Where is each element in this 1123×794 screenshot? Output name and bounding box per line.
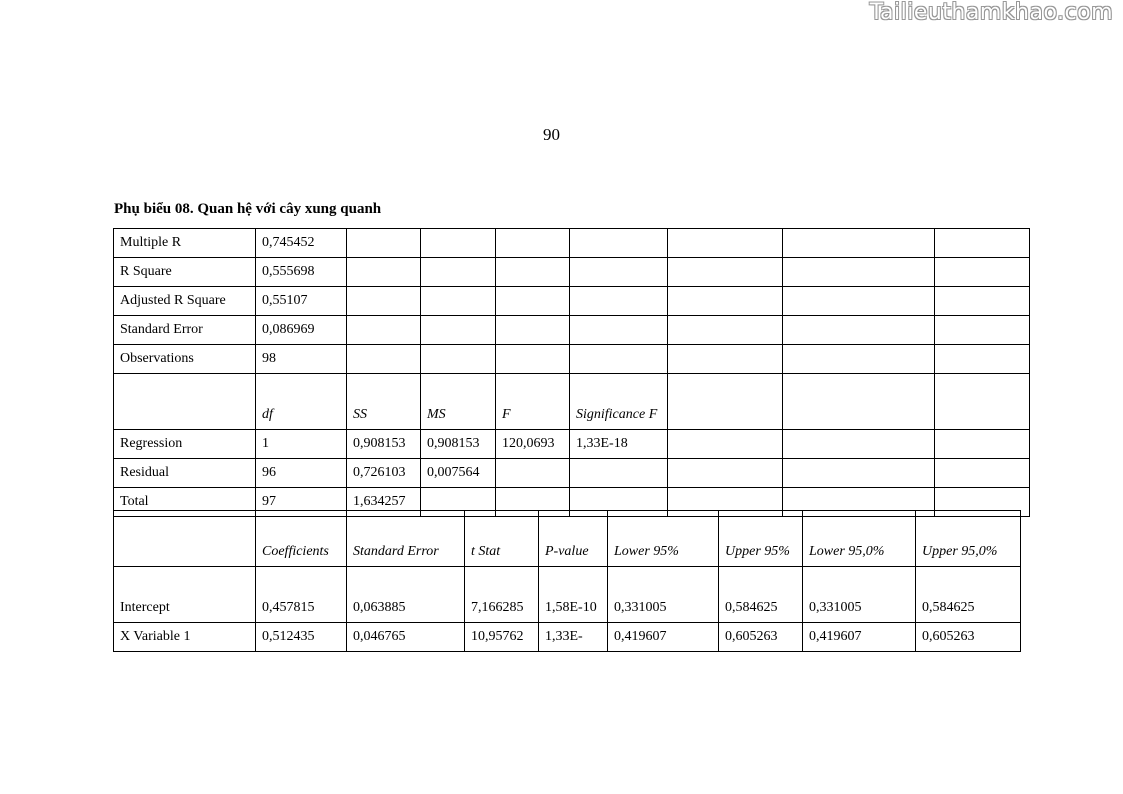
anova-cell: 97 — [256, 488, 347, 517]
empty-cell — [570, 287, 668, 316]
header-cell: F — [496, 374, 570, 430]
header-cell — [114, 511, 256, 567]
coef-cell: 0,584625 — [916, 567, 1021, 623]
empty-cell — [935, 316, 1030, 345]
coef-cell: 10,95762 — [465, 623, 539, 652]
empty-cell — [783, 316, 935, 345]
coef-cell: 0,331005 — [803, 567, 916, 623]
table-row — [114, 459, 1030, 488]
table-row — [114, 287, 1030, 316]
coef-cell: 0,331005 — [608, 567, 719, 623]
empty-cell — [347, 316, 421, 345]
empty-cell — [347, 345, 421, 374]
coef-cell: 0,605263 — [916, 623, 1021, 652]
anova-cell: 120,0693 — [496, 430, 570, 459]
anova-cell: Residual — [114, 459, 256, 488]
anova-cell: Regression — [114, 430, 256, 459]
coef-cell: 1,33E- — [539, 623, 608, 652]
empty-cell — [935, 287, 1030, 316]
anova-cell: 1 — [256, 430, 347, 459]
empty-cell — [421, 316, 496, 345]
empty-cell — [935, 229, 1030, 258]
coef-cell: 0,046765 — [347, 623, 465, 652]
stat-label: Adjusted R Square — [114, 287, 256, 316]
table-row — [114, 623, 1021, 652]
stat-label: Standard Error — [114, 316, 256, 345]
anova-cell — [783, 430, 935, 459]
empty-cell — [496, 287, 570, 316]
header-cell — [783, 374, 935, 430]
anova-header-row — [114, 374, 1030, 430]
header-cell: Lower 95% — [608, 511, 719, 567]
stat-value: 0,745452 — [256, 229, 347, 258]
anova-cell: 96 — [256, 459, 347, 488]
coefficients-table — [113, 510, 1021, 652]
table-row — [114, 258, 1030, 287]
anova-cell — [496, 459, 570, 488]
empty-cell — [668, 316, 783, 345]
header-cell — [668, 374, 783, 430]
stat-value: 0,086969 — [256, 316, 347, 345]
stat-label: Multiple R — [114, 229, 256, 258]
table-row — [114, 229, 1030, 258]
anova-cell — [668, 459, 783, 488]
header-cell — [935, 374, 1030, 430]
anova-cell — [783, 459, 935, 488]
coef-cell: 1,58E-10 — [539, 567, 608, 623]
anova-cell — [935, 459, 1030, 488]
header-cell: Upper 95% — [719, 511, 803, 567]
coef-cell: 7,166285 — [465, 567, 539, 623]
empty-cell — [783, 287, 935, 316]
stat-label: R Square — [114, 258, 256, 287]
empty-cell — [496, 229, 570, 258]
header-cell: P-value — [539, 511, 608, 567]
empty-cell — [347, 287, 421, 316]
anova-cell — [570, 459, 668, 488]
coef-cell: 0,605263 — [719, 623, 803, 652]
stat-label: Observations — [114, 345, 256, 374]
empty-cell — [668, 229, 783, 258]
anova-cell: Total — [114, 488, 256, 517]
empty-cell — [496, 316, 570, 345]
header-cell: SS — [347, 374, 421, 430]
coef-cell: 0,584625 — [719, 567, 803, 623]
stat-value: 98 — [256, 345, 347, 374]
empty-cell — [496, 258, 570, 287]
stat-value: 0,555698 — [256, 258, 347, 287]
coef-cell: 0,419607 — [803, 623, 916, 652]
stat-value: 0,55107 — [256, 287, 347, 316]
header-cell: Coefficients — [256, 511, 347, 567]
header-cell: Upper 95,0% — [916, 511, 1021, 567]
header-cell — [114, 374, 256, 430]
header-cell: Standard Error — [347, 511, 465, 567]
empty-cell — [347, 258, 421, 287]
anova-cell: 0,007564 — [421, 459, 496, 488]
empty-cell — [421, 345, 496, 374]
anova-cell: 0,908153 — [421, 430, 496, 459]
regression-summary-table — [113, 228, 1030, 517]
coef-cell: Intercept — [114, 567, 256, 623]
coef-cell: 0,457815 — [256, 567, 347, 623]
page-number: 90 — [543, 125, 560, 144]
empty-cell — [668, 258, 783, 287]
anova-cell: 0,726103 — [347, 459, 421, 488]
header-cell: Significance F — [570, 374, 668, 430]
table-row — [114, 567, 1021, 623]
coefficients-header-row — [114, 511, 1021, 567]
table-row — [114, 430, 1030, 459]
anova-cell — [668, 430, 783, 459]
table-caption: Phụ biểu 08. Quan hệ với cây xung quanh — [114, 201, 382, 217]
empty-cell — [668, 345, 783, 374]
anova-cell: 0,908153 — [347, 430, 421, 459]
watermark: Tailieuthamkhao.com — [869, 0, 1113, 25]
coef-cell: 0,063885 — [347, 567, 465, 623]
empty-cell — [496, 345, 570, 374]
empty-cell — [668, 287, 783, 316]
empty-cell — [347, 229, 421, 258]
empty-cell — [783, 258, 935, 287]
table-row — [114, 316, 1030, 345]
header-cell: df — [256, 374, 347, 430]
table-row — [114, 345, 1030, 374]
empty-cell — [783, 345, 935, 374]
coef-cell: 0,419607 — [608, 623, 719, 652]
coef-cell: 0,512435 — [256, 623, 347, 652]
header-cell: t Stat — [465, 511, 539, 567]
header-cell: MS — [421, 374, 496, 430]
anova-cell — [935, 430, 1030, 459]
empty-cell — [421, 229, 496, 258]
empty-cell — [935, 258, 1030, 287]
empty-cell — [570, 258, 668, 287]
empty-cell — [421, 287, 496, 316]
empty-cell — [570, 316, 668, 345]
empty-cell — [570, 229, 668, 258]
empty-cell — [421, 258, 496, 287]
anova-cell: 1,634257 — [347, 488, 421, 517]
empty-cell — [783, 229, 935, 258]
empty-cell — [570, 345, 668, 374]
header-cell: Lower 95,0% — [803, 511, 916, 567]
anova-cell: 1,33E-18 — [570, 430, 668, 459]
empty-cell — [935, 345, 1030, 374]
coef-cell: X Variable 1 — [114, 623, 256, 652]
